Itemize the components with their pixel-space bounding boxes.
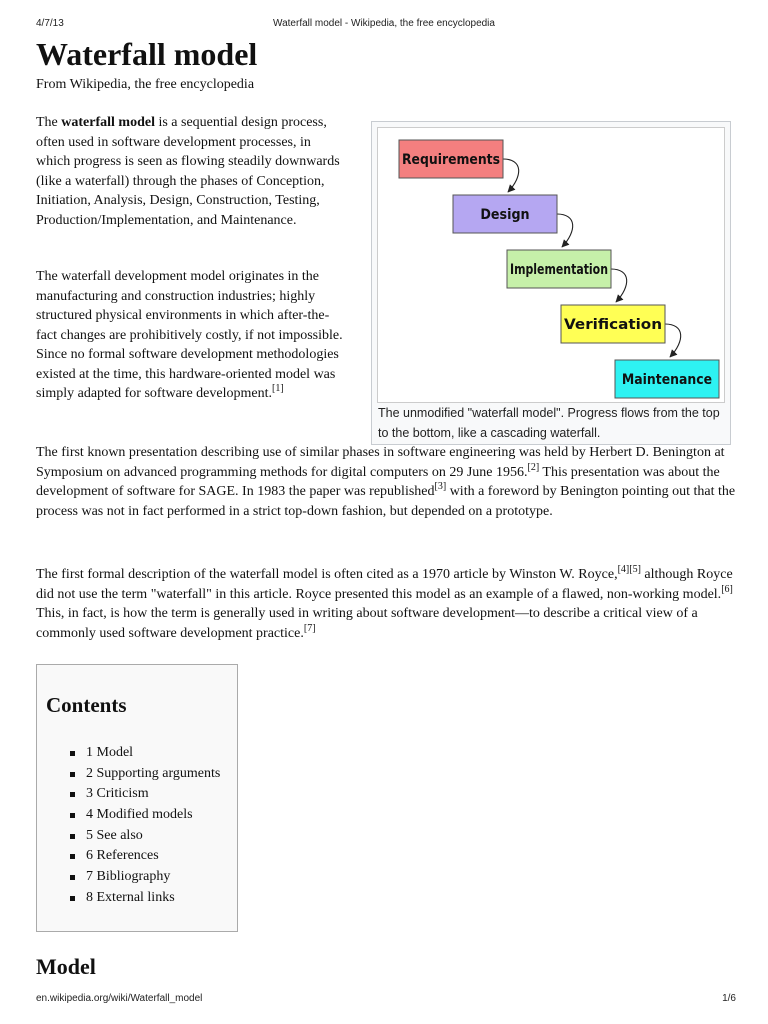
print-page-number: 1/6 (722, 993, 736, 1004)
toc-item (37, 826, 220, 847)
phase-label-verification: Verification (564, 317, 662, 333)
history-paragraph (36, 443, 736, 521)
citation-link-7[interactable]: [7] (303, 622, 316, 634)
history-text-3: with a foreword by Benington pointing out that the process was not in fact performed in a strict top-down fashion, but depended on a prototype. (36, 484, 736, 519)
history-text-1: The first known presentation describing use of similar phases in software engineering was held by Herbert D. Benington at Symposium on advanced programming methods for digital computers on 29 June 1956. (36, 445, 725, 480)
citation-link-2[interactable]: [2] (527, 461, 540, 473)
intro-text-start: The (36, 115, 62, 130)
print-page-title: Waterfall model - Wikipedia, the free encyclopedia (273, 18, 495, 29)
citation-link-6[interactable]: [6] (721, 583, 733, 595)
royce-text-3: This, in fact, is how the term is generally used in writing about software development—to describe a critical view of a commonly used software development practice. (36, 606, 698, 641)
citation-link-4[interactable]: [4] (617, 564, 630, 575)
intro-text-end: is a sequential design process, often used in software development processes, in which progress is seen as flowing steadily downwards (like a waterfall) through the phases of Conception, Initiation, Analysis, Design, Construction, Testing, Production/Implementation, and Maintenance. (36, 115, 340, 228)
royce-text-2: although Royce did not use the term "waterfall" in this article. Royce presented this model as an example of a flawed, non-working model. (36, 567, 733, 602)
origin-paragraph (36, 267, 348, 404)
toc-list (37, 743, 220, 909)
toc-link-supporting-arguments[interactable]: 2 Supporting arguments (86, 765, 221, 781)
waterfall-diagram (377, 127, 725, 403)
page-subtitle: From Wikipedia, the free encyclopedia (36, 77, 255, 92)
waterfall-figure (371, 121, 731, 445)
print-date: 4/7/13 (36, 18, 64, 29)
citation-link-1[interactable]: [1] (271, 383, 284, 394)
flow-arrow-4 (665, 324, 681, 357)
toc-item (37, 784, 220, 805)
table-of-contents (36, 664, 238, 932)
toc-link-modified-models[interactable]: 4 Modified models (86, 807, 193, 823)
phase-label-implementation: Implementation (510, 262, 608, 278)
section-heading-model: Model (36, 954, 96, 979)
toc-link-model[interactable]: 1 Model (86, 745, 134, 760)
toc-link-criticism[interactable]: 3 Criticism (86, 786, 149, 802)
flow-arrow-3 (611, 269, 627, 302)
toc-link-bibliography[interactable]: 7 Bibliography (86, 869, 171, 885)
flow-arrow-2 (557, 214, 573, 247)
phase-label-maintenance: Maintenance (621, 372, 713, 388)
phase-label-design: Design (480, 207, 530, 223)
toc-item (37, 888, 220, 909)
toc-title: Contents (46, 693, 127, 717)
toc-link-external-links[interactable]: 8 External links (86, 889, 175, 905)
royce-text-1: The first formal description of the waterfall model is often cited as a 1970 article by Winston W. Royce, (36, 567, 618, 582)
intro-paragraph (36, 113, 346, 230)
phase-label-requirements: Requirements (402, 152, 500, 168)
toc-item (37, 805, 220, 826)
print-url: en.wikipedia.org/wiki/Waterfall_model (36, 993, 203, 1004)
toc-link-references[interactable]: 6 References (86, 848, 159, 864)
toc-link-see-also[interactable]: 5 See also (86, 827, 143, 843)
intro-term: waterfall model (61, 115, 155, 130)
royce-paragraph (36, 565, 736, 643)
figure-caption: The unmodified "waterfall model". Progress flows from the top to the bottom, like a cascading waterfall. (378, 406, 720, 440)
history-text-2: This presentation was about the development of software for SAGE. In 1983 the paper was republished (36, 464, 720, 499)
citation-link-3[interactable]: [3] (434, 481, 447, 492)
toc-item (37, 764, 220, 785)
toc-item (37, 867, 220, 888)
page-title: Waterfall model (36, 36, 258, 72)
waterfall-diagram-svg (378, 128, 724, 402)
origin-text: The waterfall development model originates in the manufacturing and construction industries; highly structured physical environments in which after-the-fact changes are prohibitively costly, if not impossible. Since no formal software development methodologies existed at the time, this hardware-oriented model was simply adapted for software development. (36, 269, 343, 401)
toc-item (37, 846, 220, 867)
toc-item (37, 743, 220, 764)
flow-arrow-1 (503, 159, 519, 192)
citation-link-5[interactable]: [5] (629, 564, 641, 575)
